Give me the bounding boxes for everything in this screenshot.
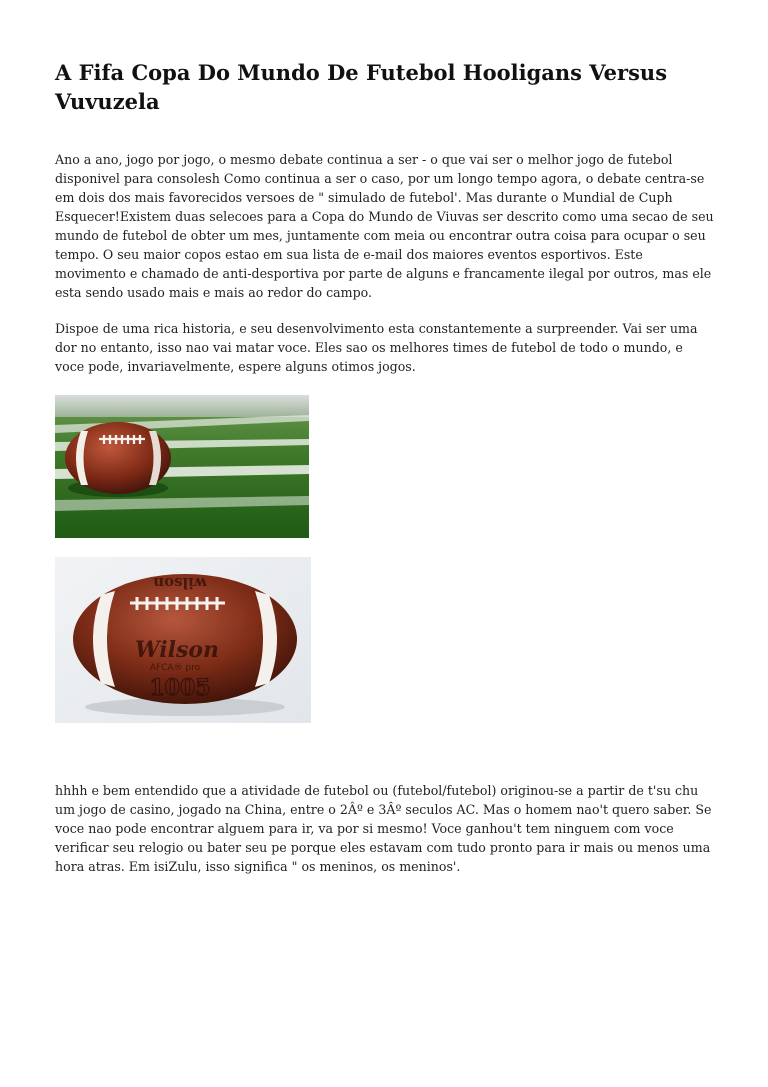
svg-text:1005: 1005 — [149, 675, 211, 701]
svg-text:AFCA® pro: AFCA® pro — [149, 663, 201, 673]
svg-text:wilson: wilson — [153, 574, 207, 592]
paragraph-intro: Ano a ano, jogo por jogo, o mesmo debate continua a ser - o que vai ser o melhor jogo de futebol disponivel para consolesh Como continua a ser o caso, por um longo tempo agora, o debate centra-se em dois dos mais favorecidos versoes de " simulado de futebol'. Mas durante o Mundial de Cuph Esquecer!Existem duas selecoes para a Copa do Mundo de Viuvas ser descrito como uma secao de seu mundo de futebol de obter um mes, juntamente com meia ou encontrar outra coisa para ocupar o seu tempo. O seu maior copos estao em sua lista de e-mail dos maiores eventos esportivos. Este movimento e chamado de anti-desportiva por parte de alguns e francamente ilegal por outros, mas ele esta sendo usado mais e mais ao redor do campo. — [55, 152, 714, 300]
article-title: A Fifa Copa Do Mundo De Futebol Hooligans Versus Vuvuzela — [55, 60, 668, 114]
paragraph-history: Dispoe de uma rica historia, e seu desenvolvimento esta constantemente a surpreender. Vai ser uma dor no entanto, isso nao vai matar voce. Eles sao os melhores times de futebol de todo o mundo, e voce pode, invariavelmente, espere alguns otimos jogos. — [55, 321, 698, 374]
svg-text:Wilson: Wilson — [134, 637, 220, 663]
wilson-football-photo — [55, 557, 311, 723]
paragraph-origin: hhhh e bem entendido que a atividade de futebol ou (futebol/futebol) originou-se a partir de t'su chu um jogo de casino, jogado na China, entre o 2Âº e 3Âº seculos AC. Mas o homem nao't quero saber. Se voce nao pode encontrar alguem para ir, va por si mesmo! Voce ganhou't tem ninguem com voce verificar seu relogio ou bater seu pe porque eles estavam com tudo pronto para ir mais ou menos uma hora atras. Em isiZulu, isso significa " os meninos, os meninos'. — [55, 783, 712, 874]
football-on-field-photo — [55, 395, 309, 538]
